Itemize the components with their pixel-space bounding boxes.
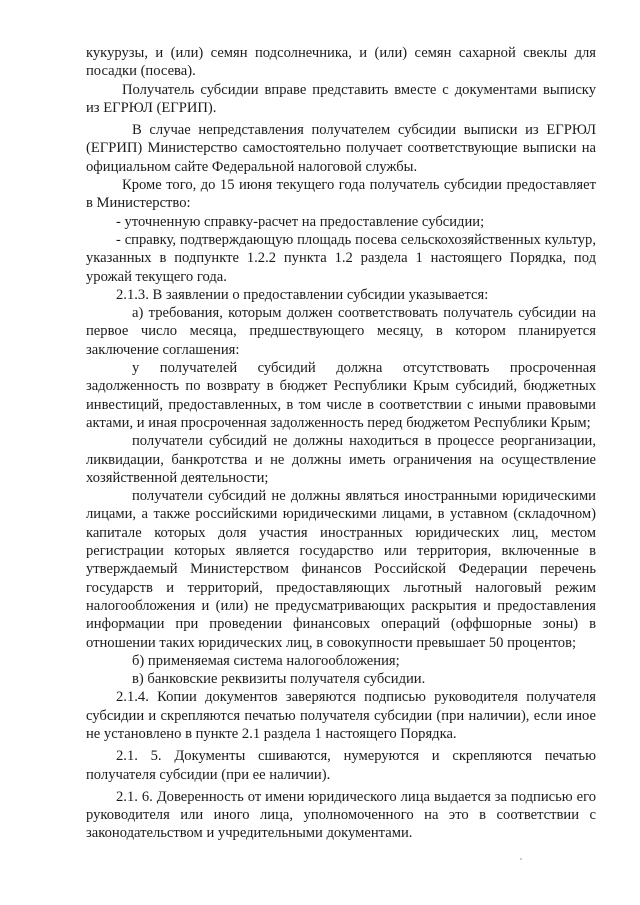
document-page	[86, 44, 596, 843]
paragraph-bank-details: в) банковские реквизиты получателя субсидии.	[132, 671, 426, 688]
section-2-1-5: 2.1. 5. Документы сшиваются, нумеруются и скрепляются печатью получателя субсидии (при ее наличии).	[86, 748, 596, 783]
paragraph-no-debt: у получателей субсидий должна отсутствовать просроченная задолженность по возврату в бюджет Республики Крым субсидий, бюджетных инвестиций, предоставленных, в том числе в соответствии с иными правовыми актами, и иная просроченная задолженность перед бюджетом Республики Крым;	[86, 360, 596, 431]
section-2-1-4: 2.1.4. Копии документов заверяются подписью руководителя получателя субсидии и скрепляются печатью получателя субсидии (при наличии), если иное не установлено в пункте 2.1 раздела 1 настоящего Порядка.	[86, 689, 596, 742]
section-2-1-6: 2.1. 6. Доверенность от имени юридического лица выдается за подписью его руководителя или иного лица, уполномоченного на это в соответствии с законодательством и учредительными документами.	[86, 788, 596, 842]
paragraph-egryul-right: Получатель субсидии вправе представить вместе с документами выписку из ЕГРЮЛ (ЕГРИП).	[86, 81, 596, 116]
paragraph-requirements: а) требования, которым должен соответствовать получатель субсидии на первое число месяца, предшествующего месяцу, в котором планируется заключение соглашения:	[86, 305, 596, 358]
list-item-calculation: - уточненную справку-расчет на предоставление субсидии;	[116, 213, 485, 230]
paragraph-june-deadline: Кроме того, до 15 июня текущего года получатель субсидии предоставляет в Министерство:	[86, 177, 596, 212]
paragraph-no-foreign: получатели субсидий не должны являться иностранными юридическими лицами, а также российскими юридическими лицами, в уставном (складочном) капитале которых доля участия иностранных юридических лиц, местом регистрации которых является государство или территория, включенные в утверждаемый Министерством финансов Российской Федерации перечень государств и территорий, предоставляющих льготный налоговый режим налогообложения и (или) не предусматривающих раскрытия и предоставления информации при проведении финансовых операций (оффшорные зоны) в отношении таких юридических лиц, в совокупности превышает 50 процентов;	[86, 488, 596, 651]
paragraph-no-reorganization: получатели субсидий не должны находиться в процессе реорганизации, ликвидации, банкротства и не должны иметь ограничения на осуществление хозяйственной деятельности;	[86, 433, 596, 486]
paragraph-egryul-absent: В случае непредставления получателем субсидии выписки из ЕГРЮЛ (ЕГРИП) Министерство самостоятельно получает соответствующие выписки на официальном сайте Федеральной налоговой службы.	[86, 122, 596, 175]
scan-speck	[520, 858, 522, 860]
paragraph-continuation: кукурузы, и (или) семян подсолнечника, и (или) семян сахарной свеклы для посадки (посева).	[86, 45, 596, 80]
list-item-area-certificate: - справку, подтверждающую площадь посева сельскохозяйственных культур, указанных в подпункте 1.2.2 пункта 1.2 раздела 1 настоящего Порядка, под урожай текущего года.	[86, 231, 596, 285]
paragraph-tax-system: б) применяемая система налогообложения;	[132, 652, 400, 669]
section-heading-2-1-3: 2.1.3. В заявлении о предоставлении субсидии указывается:	[116, 286, 489, 303]
